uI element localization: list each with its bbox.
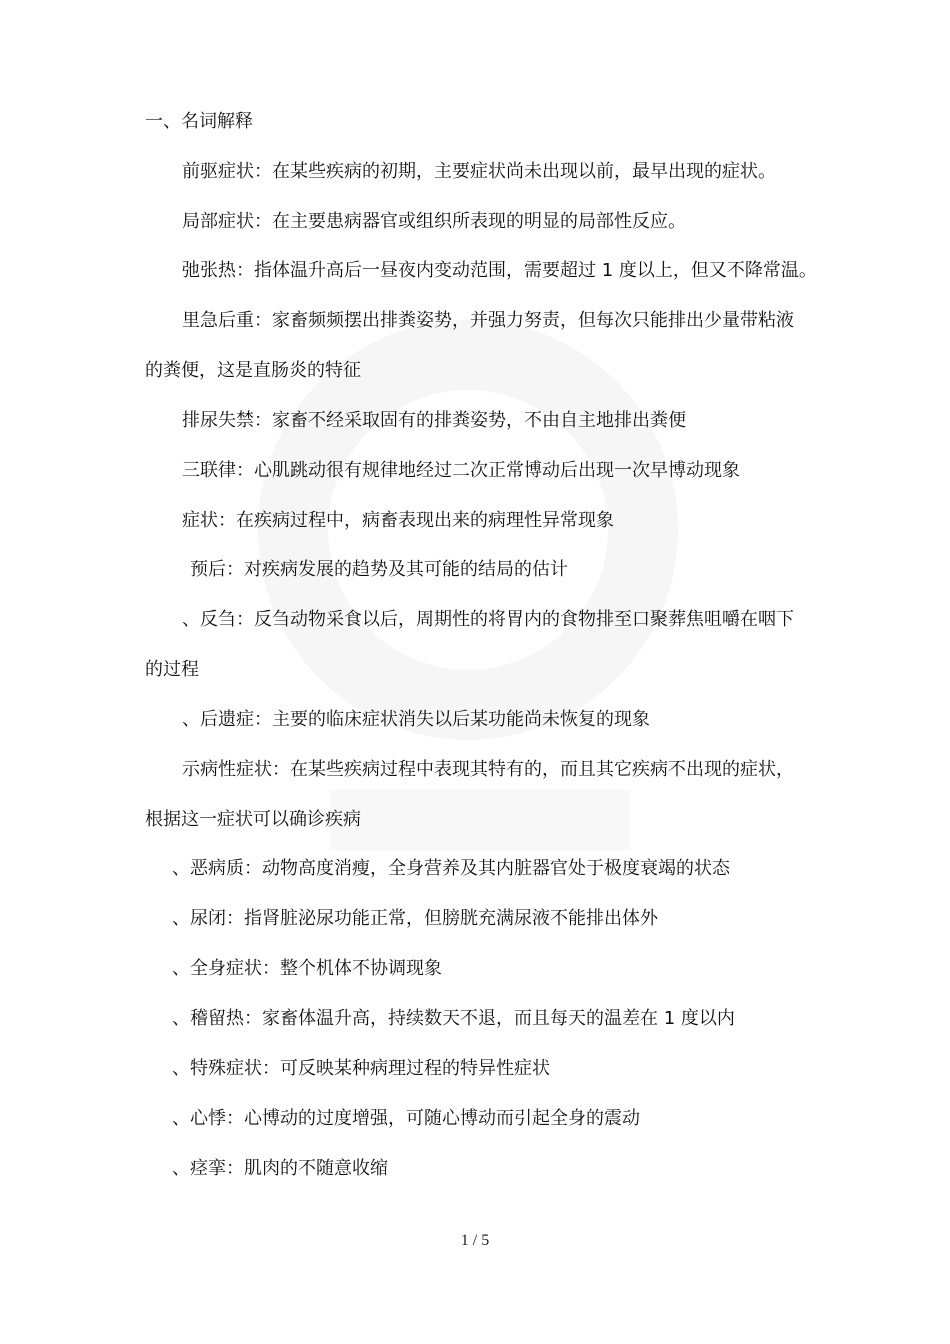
term-line: 排尿失禁：家畜不经采取固有的排粪姿势，不由自主地排出粪便 — [182, 410, 686, 431]
term-line: 、痉挛：肌肉的不随意收缩 — [172, 1158, 388, 1179]
term-line-continuation: 根据这一症状可以确诊疾病 — [145, 809, 361, 830]
term-line: 、特殊症状：可反映某种病理过程的特异性症状 — [172, 1058, 550, 1079]
term-line: 症状：在疾病过程中，病畜表现出来的病理性异常现象 — [182, 510, 614, 531]
term-line: 示病性症状：在某些疾病过程中表现其特有的，而且其它疾病不出现的症状， — [182, 759, 794, 780]
term-line: 局部症状：在主要患病器官或组织所表现的明显的局部性反应。 — [182, 211, 686, 232]
page-number: 1 / 5 — [460, 1232, 490, 1249]
term-line: 里急后重：家畜频频摆出排粪姿势，并强力努责，但每次只能排出少量带粘液 — [182, 310, 794, 331]
term-line: 弛张热：指体温升高后一昼夜内变动范围，需要超过 1 度以上，但又不降常温。 — [182, 260, 817, 281]
term-line: 三联律：心肌跳动很有规律地经过二次正常博动后出现一次早博动现象 — [182, 460, 740, 481]
term-line: 、全身症状：整个机体不协调现象 — [172, 958, 442, 979]
term-line-continuation: 的过程 — [145, 659, 199, 680]
term-line-continuation: 的粪便，这是直肠炎的特征 — [145, 360, 361, 381]
term-line: 、恶病质：动物高度消瘦，全身营养及其内脏器官处于极度衰竭的状态 — [172, 858, 730, 879]
term-line: 、稽留热：家畜体温升高，持续数天不退，而且每天的温差在 1 度以内 — [172, 1008, 735, 1029]
term-line: 、反刍：反刍动物采食以后，周期性的将胃内的食物排至口聚葬焦咀嚼在咽下 — [182, 609, 794, 630]
term-line: 前驱症状：在某些疾病的初期，主要症状尚未出现以前，最早出现的症状。 — [182, 161, 776, 182]
term-line: 预后：对疾病发展的趋势及其可能的结局的估计 — [190, 559, 568, 580]
term-line: 、后遗症：主要的临床症状消失以后某功能尚未恢复的现象 — [182, 709, 650, 730]
section-heading: 一、名词解释 — [145, 111, 253, 132]
term-line: 、心悸：心博动的过度增强，可随心博动而引起全身的震动 — [172, 1108, 640, 1129]
term-line: 、尿闭：指肾脏泌尿功能正常，但膀胱充满尿液不能排出体外 — [172, 908, 658, 929]
